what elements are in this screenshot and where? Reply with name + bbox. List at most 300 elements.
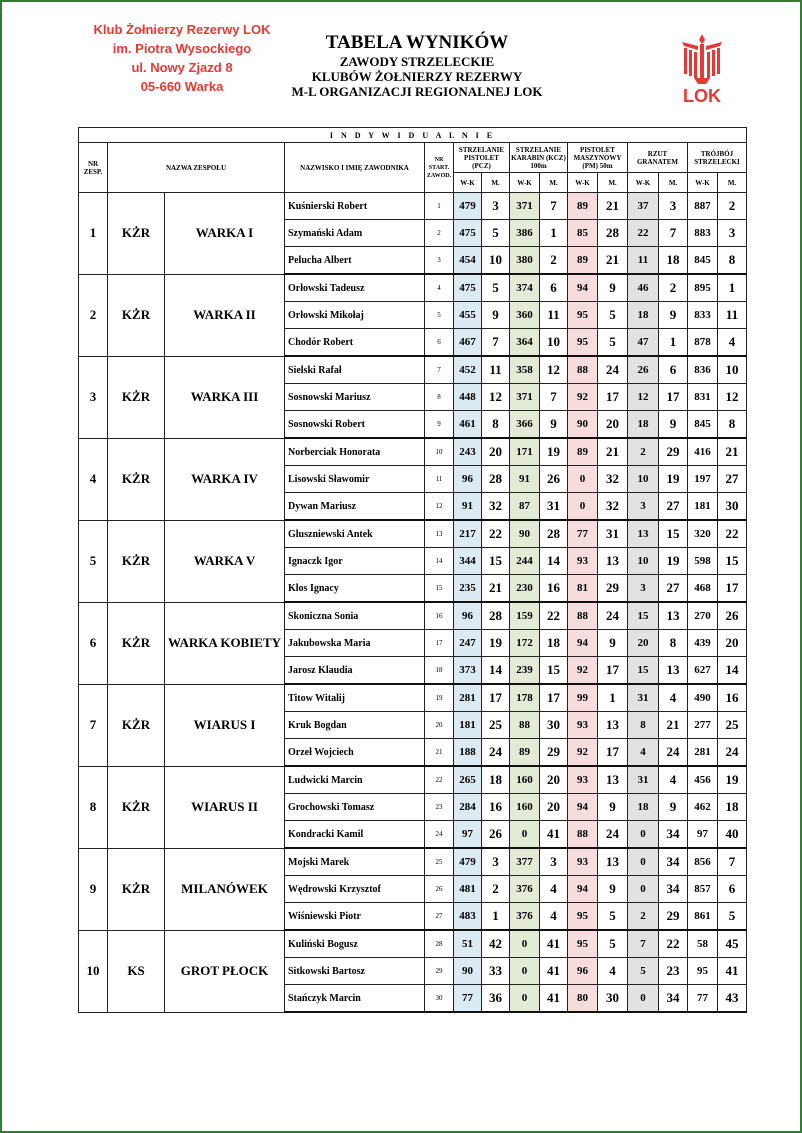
pistolet-score: 97 [454,821,482,849]
pm-place: 9 [598,876,628,903]
table-row [79,274,747,302]
trojboj-place: 45 [718,930,747,958]
player-start-nr: 11 [425,466,454,493]
granat-score: 18 [628,302,659,329]
player-start-nr: 1 [425,193,454,220]
pistolet-place: 3 [482,848,510,876]
granat-score: 3 [628,575,659,603]
player-start-nr: 24 [425,821,454,849]
granat-score: 0 [628,848,659,876]
subheader-pm-m: M. [598,173,628,193]
pistolet-place: 3 [482,193,510,220]
karabin-place: 30 [540,712,568,739]
pm-place: 21 [598,193,628,220]
team-name: WARKA V [165,520,285,602]
karabin-place: 18 [540,630,568,657]
granat-place: 3 [659,193,688,220]
trojboj-place: 27 [718,466,747,493]
pm-place: 32 [598,466,628,493]
karabin-score: 172 [510,630,540,657]
karabin-score: 371 [510,384,540,411]
pistolet-score: 265 [454,766,482,794]
team-club: KŻR [108,274,165,356]
player-name: Kondracki Kamil [285,821,425,849]
trojboj-place: 4 [718,329,747,357]
granat-place: 27 [659,575,688,603]
granat-place: 7 [659,220,688,247]
pm-place: 24 [598,602,628,630]
granat-score: 10 [628,466,659,493]
pm-place: 30 [598,985,628,1013]
player-name: Orłowski Mikołaj [285,302,425,329]
player-name: Ludwicki Marcin [285,766,425,794]
granat-place: 4 [659,766,688,794]
pistolet-place: 28 [482,466,510,493]
player-start-nr: 17 [425,630,454,657]
pistolet-score: 481 [454,876,482,903]
pistolet-score: 483 [454,903,482,931]
pistolet-score: 247 [454,630,482,657]
pm-score: 89 [568,193,598,220]
pm-score: 88 [568,356,598,384]
subheader-pistolet-m: M. [482,173,510,193]
pistolet-place: 5 [482,220,510,247]
trojboj-place: 40 [718,821,747,849]
player-start-nr: 5 [425,302,454,329]
player-name: Pelucha Albert [285,247,425,275]
granat-place: 9 [659,411,688,439]
player-name: Mojski Marek [285,848,425,876]
trojboj-place: 18 [718,794,747,821]
pm-score: 94 [568,876,598,903]
team-club: KŻR [108,520,165,602]
granat-place: 29 [659,903,688,931]
pistolet-score: 188 [454,739,482,767]
pm-score: 93 [568,848,598,876]
trojboj-score: 462 [688,794,718,821]
trojboj-place: 8 [718,247,747,275]
karabin-place: 7 [540,384,568,411]
karabin-place: 15 [540,657,568,685]
karabin-place: 11 [540,302,568,329]
header-start-nr: NR START. ZAWOD. [425,143,454,193]
granat-place: 34 [659,821,688,849]
pistolet-place: 17 [482,684,510,712]
pm-place: 5 [598,930,628,958]
trojboj-place: 20 [718,630,747,657]
karabin-score: 371 [510,193,540,220]
player-start-nr: 3 [425,247,454,275]
player-start-nr: 14 [425,548,454,575]
granat-place: 21 [659,712,688,739]
pm-score: 85 [568,220,598,247]
player-name: Lisowski Sławomir [285,466,425,493]
karabin-place: 20 [540,794,568,821]
player-name: Kuliński Bogusz [285,930,425,958]
pm-place: 21 [598,438,628,466]
team-name: WARKA KOBIETY [165,602,285,684]
pm-place: 21 [598,247,628,275]
table-row [79,520,747,548]
player-name: Titow Witalij [285,684,425,712]
player-name: Kruk Bogdan [285,712,425,739]
team-club: KŻR [108,602,165,684]
trojboj-score: 887 [688,193,718,220]
pistolet-place: 42 [482,930,510,958]
subheader-granat-wk: W-K [628,173,659,193]
trojboj-score: 197 [688,466,718,493]
player-start-nr: 16 [425,602,454,630]
granat-place: 22 [659,930,688,958]
pistolet-score: 90 [454,958,482,985]
pm-place: 5 [598,302,628,329]
header-pistolet: STRZELANIE PISTOLET (PCZ) [454,143,510,173]
player-start-nr: 22 [425,766,454,794]
karabin-place: 7 [540,193,568,220]
subheader-granat-m: M. [659,173,688,193]
karabin-place: 22 [540,602,568,630]
team-number: 4 [79,438,108,520]
pistolet-place: 36 [482,985,510,1013]
granat-place: 1 [659,329,688,357]
trojboj-score: 598 [688,548,718,575]
header-karabin: STRZELANIE KARABIN (KCZ) 100m [510,143,568,173]
trojboj-score: 833 [688,302,718,329]
granat-score: 11 [628,247,659,275]
team-name: WARKA II [165,274,285,356]
karabin-score: 0 [510,930,540,958]
pistolet-score: 243 [454,438,482,466]
team-name: MILANÓWEK [165,848,285,930]
trojboj-score: 878 [688,329,718,357]
logo-text: LOK [683,86,721,106]
team-name: WIARUS I [165,684,285,766]
granat-place: 29 [659,438,688,466]
pistolet-score: 454 [454,247,482,275]
trojboj-place: 17 [718,575,747,603]
document-title [272,32,562,99]
granat-score: 15 [628,657,659,685]
karabin-score: 374 [510,274,540,302]
karabin-score: 0 [510,958,540,985]
trojboj-place: 10 [718,356,747,384]
karabin-score: 364 [510,329,540,357]
karabin-score: 87 [510,493,540,521]
pistolet-score: 96 [454,602,482,630]
trojboj-place: 6 [718,876,747,903]
trojboj-score: 627 [688,657,718,685]
club-patron: im. Piotra Wysockiego [112,41,252,56]
pm-score: 0 [568,493,598,521]
pm-place: 32 [598,493,628,521]
pm-score: 90 [568,411,598,439]
player-name: Grochowski Tomasz [285,794,425,821]
pm-score: 77 [568,520,598,548]
karabin-place: 14 [540,548,568,575]
karabin-place: 2 [540,247,568,275]
pistolet-place: 9 [482,302,510,329]
trojboj-place: 30 [718,493,747,521]
table-row [79,193,747,220]
granat-place: 34 [659,985,688,1013]
granat-place: 13 [659,602,688,630]
player-name: Jarosz Klaudia [285,657,425,685]
granat-place: 15 [659,520,688,548]
trojboj-score: 277 [688,712,718,739]
trojboj-place: 41 [718,958,747,985]
subheader-pistolet-wk: W-K [454,173,482,193]
karabin-place: 41 [540,821,568,849]
player-name: Gluszniewski Antek [285,520,425,548]
player-start-nr: 6 [425,329,454,357]
team-number: 3 [79,356,108,438]
pistolet-score: 217 [454,520,482,548]
header-nr-zesp: NR ZESP. [79,143,108,193]
pistolet-score: 461 [454,411,482,439]
subheader-karabin-m: M. [540,173,568,193]
subheader-karabin-wk: W-K [510,173,540,193]
player-name: Stańczyk Marcin [285,985,425,1013]
granat-score: 13 [628,520,659,548]
pistolet-score: 77 [454,985,482,1013]
pistolet-score: 235 [454,575,482,603]
pistolet-score: 281 [454,684,482,712]
club-street: ul. Nowy Zjazd 8 [131,60,233,75]
pistolet-score: 475 [454,220,482,247]
pistolet-place: 16 [482,794,510,821]
pistolet-place: 12 [482,384,510,411]
pistolet-place: 8 [482,411,510,439]
pistolet-place: 26 [482,821,510,849]
trojboj-score: 857 [688,876,718,903]
pm-score: 95 [568,930,598,958]
club-name: Klub Żołnierzy Rezerwy LOK [93,22,271,37]
karabin-place: 6 [540,274,568,302]
karabin-score: 239 [510,657,540,685]
trojboj-score: 490 [688,684,718,712]
player-name: Wędrowski Krzysztof [285,876,425,903]
karabin-score: 358 [510,356,540,384]
trojboj-place: 22 [718,520,747,548]
granat-place: 34 [659,876,688,903]
header-trojboj: TRÓJBÓJ STRZELECKI [688,143,747,173]
trojboj-score: 97 [688,821,718,849]
pistolet-score: 181 [454,712,482,739]
pistolet-score: 96 [454,466,482,493]
table-row [79,684,747,712]
pistolet-place: 21 [482,575,510,603]
title-line-4: M-L ORGANIZACJI REGIONALNEJ LOK [291,84,543,99]
player-name: Dywan Mariusz [285,493,425,521]
trojboj-place: 8 [718,411,747,439]
karabin-score: 230 [510,575,540,603]
player-start-nr: 30 [425,985,454,1013]
trojboj-score: 58 [688,930,718,958]
granat-score: 5 [628,958,659,985]
pm-score: 95 [568,302,598,329]
karabin-score: 88 [510,712,540,739]
player-name: Chodór Robert [285,329,425,357]
pm-place: 9 [598,794,628,821]
player-start-nr: 13 [425,520,454,548]
trojboj-place: 15 [718,548,747,575]
karabin-place: 20 [540,766,568,794]
pistolet-score: 467 [454,329,482,357]
granat-place: 17 [659,384,688,411]
granat-score: 22 [628,220,659,247]
pm-score: 81 [568,575,598,603]
pistolet-place: 20 [482,438,510,466]
player-start-nr: 18 [425,657,454,685]
granat-score: 18 [628,411,659,439]
player-start-nr: 9 [425,411,454,439]
karabin-place: 41 [540,958,568,985]
trojboj-place: 26 [718,602,747,630]
results-table [78,127,747,1013]
pm-score: 89 [568,438,598,466]
trojboj-score: 456 [688,766,718,794]
granat-place: 34 [659,848,688,876]
pistolet-place: 28 [482,602,510,630]
table-row [79,602,747,630]
karabin-score: 0 [510,821,540,849]
granat-score: 12 [628,384,659,411]
granat-place: 19 [659,548,688,575]
granat-score: 4 [628,739,659,767]
team-name: GROT PŁOCK [165,930,285,1012]
granat-score: 0 [628,821,659,849]
karabin-score: 171 [510,438,540,466]
pm-place: 9 [598,630,628,657]
trojboj-score: 468 [688,575,718,603]
trojboj-score: 181 [688,493,718,521]
team-number: 10 [79,930,108,1012]
karabin-score: 386 [510,220,540,247]
karabin-score: 376 [510,876,540,903]
pm-score: 94 [568,630,598,657]
trojboj-score: 861 [688,903,718,931]
player-start-nr: 19 [425,684,454,712]
karabin-place: 4 [540,903,568,931]
trojboj-place: 2 [718,193,747,220]
trojboj-score: 831 [688,384,718,411]
player-name: Jakubowska Maria [285,630,425,657]
pistolet-place: 32 [482,493,510,521]
trojboj-place: 43 [718,985,747,1013]
karabin-score: 376 [510,903,540,931]
pm-score: 92 [568,657,598,685]
pm-score: 94 [568,274,598,302]
team-number: 9 [79,848,108,930]
pistolet-score: 475 [454,274,482,302]
player-name: Sosnowski Robert [285,411,425,439]
title-main: TABELA WYNIKÓW [325,32,509,53]
granat-score: 46 [628,274,659,302]
player-start-nr: 23 [425,794,454,821]
pm-score: 89 [568,247,598,275]
trojboj-place: 19 [718,766,747,794]
trojboj-place: 11 [718,302,747,329]
pm-score: 93 [568,766,598,794]
pm-score: 95 [568,329,598,357]
player-start-nr: 4 [425,274,454,302]
player-name: Ignaczk Igor [285,548,425,575]
granat-place: 23 [659,958,688,985]
pm-place: 31 [598,520,628,548]
pistolet-score: 344 [454,548,482,575]
player-name: Orłowski Tadeusz [285,274,425,302]
karabin-score: 0 [510,985,540,1013]
granat-score: 2 [628,903,659,931]
karabin-score: 244 [510,548,540,575]
club-city: 05-660 Warka [140,79,224,94]
pm-place: 9 [598,274,628,302]
team-name: WARKA I [165,193,285,275]
trojboj-place: 3 [718,220,747,247]
player-start-nr: 28 [425,930,454,958]
team-number: 8 [79,766,108,848]
pm-score: 94 [568,794,598,821]
karabin-score: 89 [510,739,540,767]
team-club: KŻR [108,684,165,766]
player-start-nr: 2 [425,220,454,247]
trojboj-score: 845 [688,247,718,275]
granat-score: 0 [628,985,659,1013]
granat-score: 7 [628,930,659,958]
player-start-nr: 15 [425,575,454,603]
pm-place: 17 [598,657,628,685]
table-row [79,848,747,876]
pistolet-place: 24 [482,739,510,767]
granat-place: 24 [659,739,688,767]
karabin-place: 10 [540,329,568,357]
team-number: 5 [79,520,108,602]
trojboj-score: 895 [688,274,718,302]
header-pistolet-maszynowy: PISTOLET MASZYNOWY (PM) 50m [568,143,628,173]
player-start-nr: 10 [425,438,454,466]
trojboj-score: 416 [688,438,718,466]
granat-score: 15 [628,602,659,630]
player-name: Sosnowski Mariusz [285,384,425,411]
pm-score: 93 [568,548,598,575]
trojboj-score: 320 [688,520,718,548]
pistolet-place: 10 [482,247,510,275]
player-start-nr: 27 [425,903,454,931]
pm-score: 99 [568,684,598,712]
lok-logo [674,32,730,112]
player-name: Sielski Rafał [285,356,425,384]
pm-score: 88 [568,602,598,630]
club-address [82,20,282,96]
table-row [79,766,747,794]
karabin-place: 17 [540,684,568,712]
karabin-score: 160 [510,766,540,794]
table-row [79,356,747,384]
header-team: NAZWA ZESPOŁU [108,143,285,193]
subheader-pm-wk: W-K [568,173,598,193]
table-row [79,438,747,466]
karabin-score: 178 [510,684,540,712]
granat-score: 26 [628,356,659,384]
pm-score: 0 [568,466,598,493]
pistolet-place: 14 [482,657,510,685]
pm-score: 95 [568,903,598,931]
karabin-score: 377 [510,848,540,876]
pm-place: 5 [598,329,628,357]
pm-score: 92 [568,739,598,767]
pistolet-place: 19 [482,630,510,657]
pm-score: 92 [568,384,598,411]
